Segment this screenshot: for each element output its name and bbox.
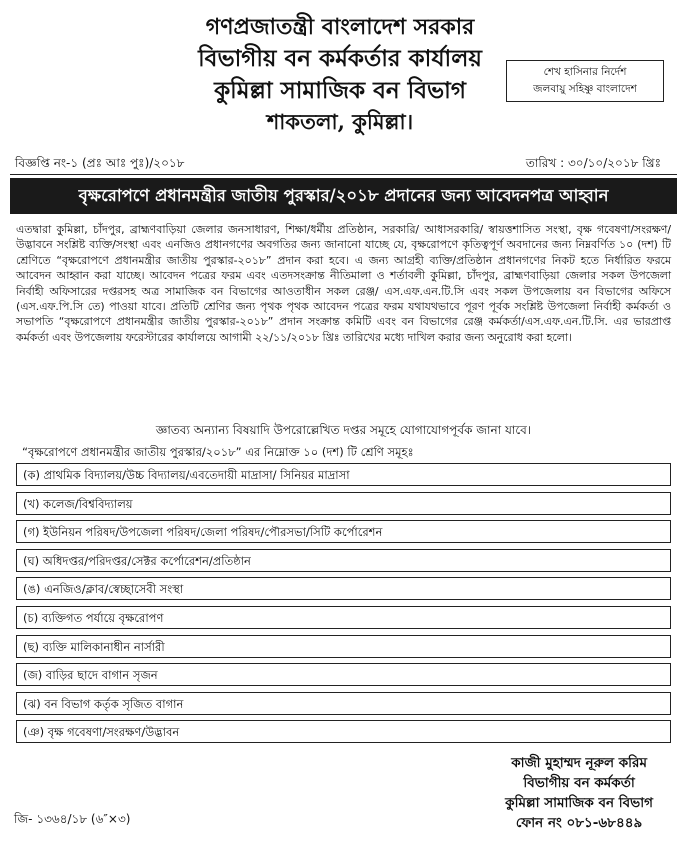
signatory-office: কুমিল্লা সামাজিক বন বিভাগ [505,795,653,811]
category-row: (চ) ব্যক্তিগত পর্যায়ে বৃক্ষরোপণ [16,606,671,629]
category-row: (ঞ) বৃক্ষ গবেষণা/সংরক্ষণ/উদ্ভাবন [16,720,671,743]
govt-title: গণপ্রজাতন্ত্রী বাংলাদেশ সরকার [205,14,475,40]
category-row: (ঙ) এনজিও/ক্লাব/স্বেচ্ছাসেবী সংস্থা [16,577,671,600]
slogan-line-2: জলবায়ু সহিষ্ণু বাংলাদেশ [533,83,637,95]
notice-headline: বৃক্ষরোপণে প্রধানমন্ত্রীর জাতীয় পুরস্কার/২০১৮ প্রদানের জন্য আবেদনপত্র আহ্বান [10,178,677,214]
contact-line: জ্ঞাতব্য অন্যান্য বিষয়াদি উপরোল্লেখিত দপ্তর সমূহে যোগাযোগপূর্বক জানা যাবে। [155,423,532,437]
division-title: কুমিল্লা সামাজিক বন বিভাগ [214,77,466,104]
category-row: (ছ) ব্যক্তি মালিকানাধীন নার্সারী [16,635,671,658]
office-location: শাকতলা, কুমিল্লা। [266,109,414,134]
letterhead [0,0,687,150]
category-row: (খ) কলেজ/বিশ্ববিদ্যালয় [16,492,671,515]
signatory-designation: বিভাগীয় বন কর্মকর্তা [523,775,635,791]
divider [10,174,677,175]
slogan-box [506,60,664,102]
signatory-name: কাজী মুহাম্মদ নূরুল করিম [511,755,647,771]
category-table [16,441,671,749]
category-table-header: “বৃক্ষরোপণে প্রধানমন্ত্রীর জাতীয় পুরস্কার/২০১৮” এর নিম্নোক্ত ১০ (দশ) টি শ্রেণি সমূহঃ [22,445,414,459]
notice-date: তারিখ : ৩০/১০/২০১৮ খ্রিঃ [525,156,661,170]
memo-number: বিজ্ঞপ্তি নং-১ (প্রঃ আঃ পুঃ)/২০১৮ [15,156,185,170]
category-row: (ঝ) বন বিভাগ কর্তৃক সৃজিত বাগান [16,692,671,715]
category-row: (ক) প্রাথমিক বিদ্যালয়/উচ্চ বিদ্যালয়/এবতেদায়ী মাদ্রাসা/ সিনিয়র মাদ্রাসা [16,463,671,486]
reference-code: জি- ১৩৬৪/১৮ (৬″×৩) [14,812,131,826]
office-title: বিভাগীয় বন কর্মকর্তার কার্যালয় [198,45,482,72]
category-row: (গ) ইউনিয়ন পরিষদ/উপজেলা পরিষদ/জেলা পরিষদ/পৌরসভা/সিটি কর্পোরেশন [16,520,671,543]
category-row: (জ) বাড়ির ছাদে বাগান সৃজন [16,663,671,686]
slogan-line-1: শেখ হাসিনার নির্দেশ [543,66,627,78]
signature-block [505,753,653,833]
signatory-phone: ফোন নং ০৮১-৬৮৪৪৯ [515,815,643,831]
category-row: (ঘ) অধিদপ্তর/পরিদপ্তর/সেক্টর কর্পোরেশন/প্রতিষ্ঠান [16,549,671,572]
notice-body: এতদ্বারা কুমিল্লা, চাঁদপুর, ব্রাহ্মণবাড়িয়া জেলার জনসাধারণ, শিক্ষা/ধর্মীয় প্রতিষ্ঠান, সরকারি/ আধাসরকারি/ স্বায়ত্তশাসিত সংস্থা, বৃক্ষ গবেষণা/সংরক্ষণ/উদ্ভাবনে সংশ্লিষ্ট ব্যক্তি/সংস্থা এবং এনজিও প্রধানগণের অবগতির জন্য জানানো যাচ্ছে যে, বৃক্ষরোপণে কৃতিত্বপূর্ণ অবদানের জন্য নিম্নবর্ণিত ১০ (দশ) টি শ্রেণিতে “বৃক্ষরোপণে প্রধানমন্ত্রীর জাতীয় পুরস্কার-২০১৮” প্রদান করা হবে। এ জন্য আগ্রহী ব্যক্তি/প্রতিষ্ঠান প্রধানগণের নিকট হতে নির্ধারিত ফরমে আবেদন আহ্বান করা যাচ্ছে। আবেদন পত্রের ফরম এবং এতদসংক্রান্ত নীতিমালা ও শর্তাবলী কুমিল্লা, চাঁদপুর, ব্রাহ্মণবাড়িয়া জেলার সকল উপজেলা নির্বাহী অফিসারের দপ্তরসহ অত্র সামাজিক বন বিভাগের আওতাধীন সকল রেঞ্জ/ এস.এফ.এন.টি.সি এবং সকল উপজেলায় বন বিভাগের অফিসে (এস.এফ.পি.সি তে) পাওয়া যাবে। প্রতিটি শ্রেণির জন্য পৃথক পৃথক আবেদন পত্রের ফরম যথাযথভাবে পূরণ পূর্বক সংশ্লিষ্ট উপজেলা নির্বাহী কর্মকর্তা ও সভাপতি “বৃক্ষরোপণে প্রধানমন্ত্রীর জাতীয় পুরস্কার-২০১৮” প্রদান সংক্রান্ত কমিটি এবং বন বিভাগের রেঞ্জ কর্মকর্তা/এস.এফ.এন.টি.সি. এর ভারপ্রাপ্ত কর্মকর্তা এবং উপজেলায় ফরেস্টারের কার্যালয়ে আগামী ২২/১১/২০১৮ খ্রিঃ তারিখের মধ্যে দাখিল করার জন্য অনুরোধ করা হলো। [16,223,671,344]
